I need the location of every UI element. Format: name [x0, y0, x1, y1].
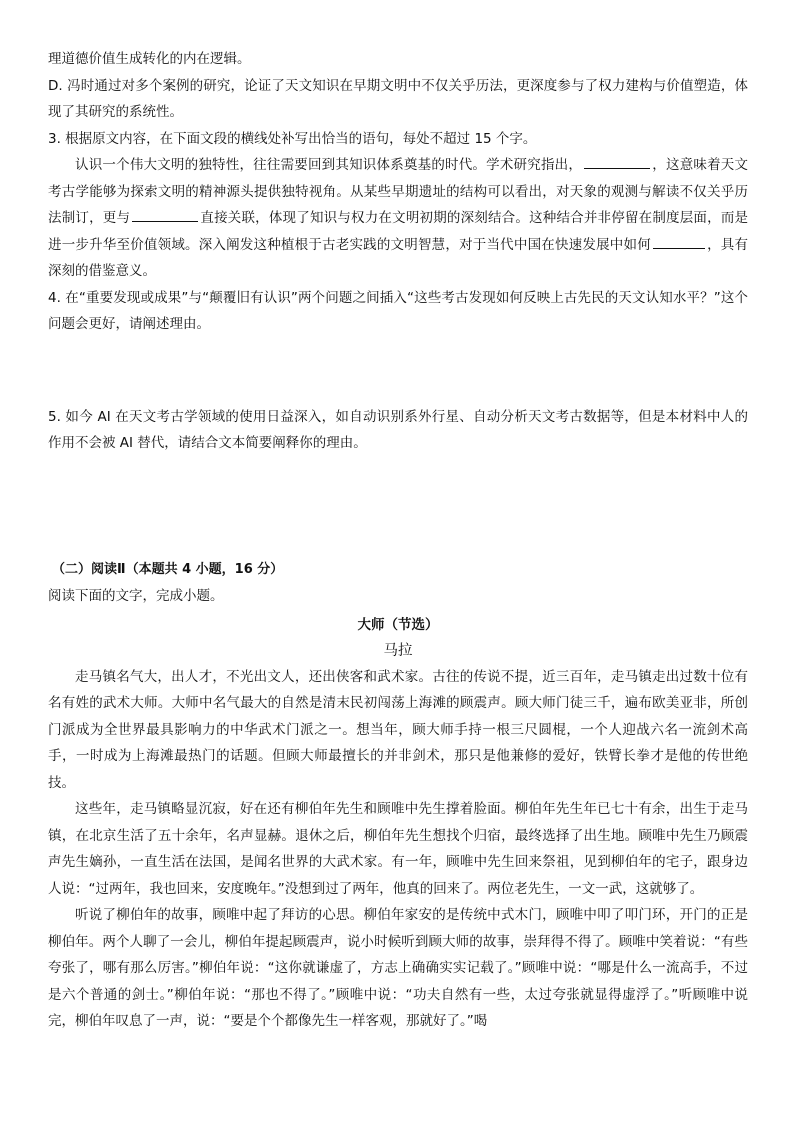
answer-blank-2[interactable] — [132, 207, 198, 222]
section-2-heading: （二）阅读Ⅱ（本题共 4 小题，16 分） — [52, 561, 284, 577]
article-paragraph: 听说了柳伯年的故事，顾唯中起了拜访的心思。柳伯年家安的是传统中式木门，顾唯中叩了叩门环，开门的正是柳伯年。两个人聊了一会儿，柳伯年提起顾震声，说小时候听到顾大师的故事，崇拜得不得了。顾唯中笑着说：“有些夸张了，哪有那么厉害。”柳伯年说：“这你就谦虚了，方志上确确实实记载了。”顾唯中说：“哪是什么一流高手，不过是六个普通的剑士。”柳伯年说：“那也不得了。”顾唯中说：“功夫自然有一些，太过夸张就显得虚浮了。”听顾唯中说完，柳伯年叹息了一声，说：“要是个个都像先生一样客观，那就好了。”喝 — [48, 907, 748, 1029]
question-5: 5. 如今 AI 在天文考古学领域的使用日益深入，如自动识别系外行星、自动分析天文考古数据等，但是本材料中人的作用不会被 AI 替代，请结合文本简要阐释你的理由。 — [48, 408, 748, 451]
option-d: D. 冯时通过对多个案例的研究，论证了天文知识在早期文明中不仅关乎历法，更深度参与了权力建构与价值塑造，体现了其研究的系统性。 — [48, 77, 748, 120]
article-paragraph: 走马镇名气大，出人才，不光出文人，还出侠客和武术家。古往的传说不提，近三百年，走马镇走出过数十位有名有姓的武术大师。大师中名气最大的自然是清末民初闯荡上海滩的顾震声。顾大师门徒三千，遍布欧美亚非，所创门派成为全世界最具影响力的中华武术门派之一。想当年，顾大师手持一根三尺圆棍，一个人迎战六名一流剑术高手，一时成为上海滩最热门的话题。但顾大师最擅长的并非剑术，那只是他兼修的爱好，铁臂长拳才是他的传世绝技。 — [48, 668, 748, 791]
answer-space-q5[interactable] — [48, 457, 748, 557]
q3-passage-part-1: 认识一个伟大文明的独特性，往往需要回到其知识体系奠基的时代。学术研究指出， — [75, 157, 583, 173]
answer-blank-1[interactable] — [584, 154, 650, 169]
text-fragment-top: 理道德价值生成转化的内在逻辑。 — [48, 51, 251, 67]
answer-blank-3[interactable] — [653, 234, 705, 249]
article-title: 大师（节选） — [357, 616, 439, 633]
article-author: 马拉 — [383, 642, 413, 659]
question-3-prompt: 3. 根据原文内容，在下面文段的横线处补写出恰当的语句，每处不超过 15 个字。 — [48, 130, 537, 147]
article-paragraph: 这些年，走马镇略显沉寂，好在还有柳伯年先生和顾唯中先生撑着脸面。柳伯年先生年已七十有余，出生于走马镇，在北京生活了五十余年，名声显赫。退休之后，柳伯年先生想找个归宿，最终选择了出生地。顾唯中先生乃顾震声先生嫡孙，一直生活在法国，是闻名世界的大武术家。有一年，顾唯中先生回来祭祖，见到柳伯年的宅子，跟身边人说：“过两年，我也回来，安度晚年。”没想到过了两年，他真的回来了。两位老先生，一文一武，这就够了。 — [48, 801, 748, 897]
question-3-passage — [48, 152, 748, 285]
answer-space-q4[interactable] — [48, 338, 748, 404]
q3-passage-part-2: ，这意味着天文考古学能够为探索文明的精神源头提供独特视角。从某些早期遗址的结构可以看出，对天象的观测与解读不仅关乎历法制订，更与 — [48, 157, 749, 226]
document-page — [48, 46, 748, 1035]
section-2-instruction: 阅读下面的文字，完成小题。 — [48, 588, 224, 604]
question-4: 4. 在“重要发现或成果”与“颠覆旧有认识”两个问题之间插入“这些考古发现如何反映上古先民的天文认知水平？”这个问题会更好，请阐述理由。 — [48, 289, 748, 332]
q3-passage-part-4: ，具有深刻的借鉴意义。 — [48, 236, 749, 279]
q3-passage-part-3: 直接关联，体现了知识与权力在文明初期的深刻结合。这种结合并非停留在制度层面，而是进一步升华至价值领域。深入阐发这种植根于古老实践的文明智慧，对于当代中国在快速发展中如何 — [48, 210, 749, 253]
